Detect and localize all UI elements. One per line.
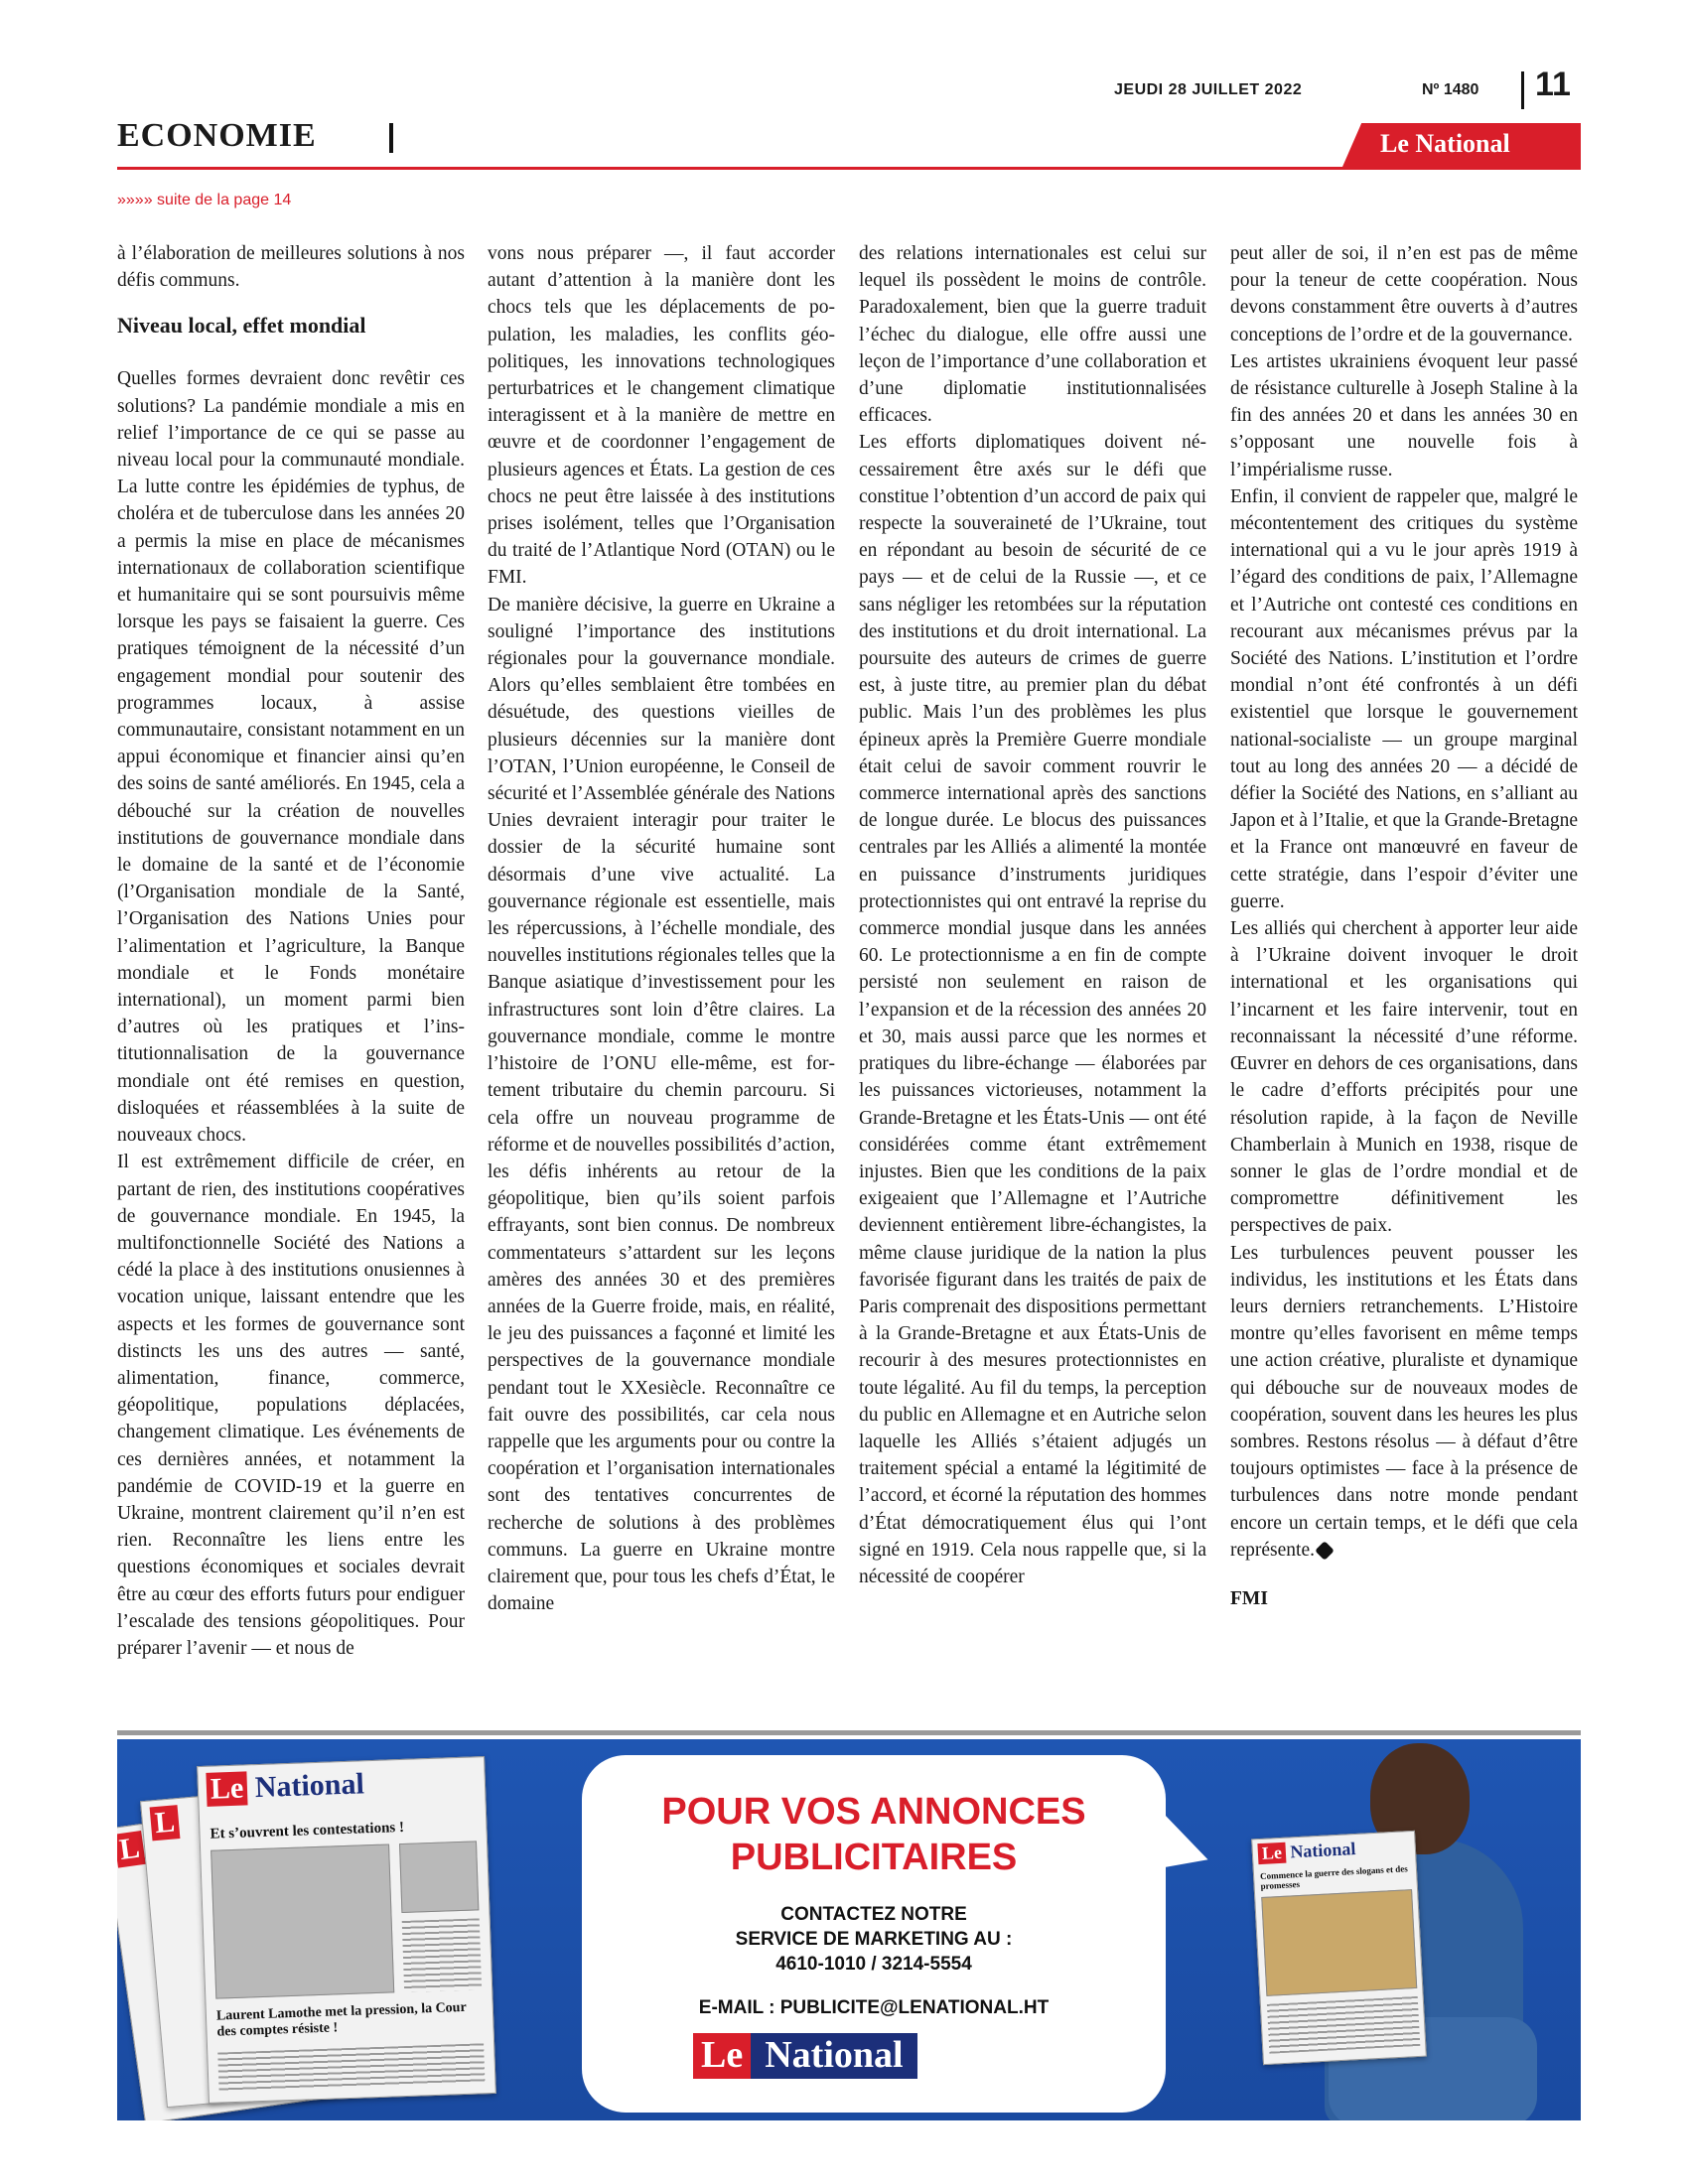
page-number: 11	[1535, 66, 1571, 103]
article-paragraph: Enfin, il convient de rappeler que, malgré le mécontentement des critiques du système international qui a vu le jour après 1919 à l’égard des conditions de paix, l’Allemagne et l’Autriche ont contesté ces conditions en recourant aux mécanismes prévus par la Société des Nations. L’institution et l’ordre mondial n’ont été confrontés à un défi existentiel que lorsque le gouvernement national-socialiste — un groupe marginal tout au long des années 20 — a décidé de défier la Société des Nations, en s’alliant au Japon et à l’Italie, et que la Grande-Bretagne et la France ont manœuvré en faveur de cette stratégie, dans l’espoir d’éviter une guerre.	[1230, 485, 1578, 912]
ad-title-line: POUR VOS ANNONCES	[661, 1791, 1086, 1833]
article-paragraph: des relations internationales est celui sur lequel ils possèdent le moins de contrôle. Paradoxalement, bien que la guerre traduit l’échec du dialogue, elle offre aussi une leçon de l’importance d’une collaboration et d’une diplomatie institutionnalisées efficaces.	[859, 243, 1206, 427]
newspaper-masthead: Le National	[1252, 1836, 1415, 1866]
article-paragraph: vons nous préparer —, il faut accorder autant d’attention à la manière dont les chocs tels que les déplacements de population, les maladies, les conflits géopolitiques, les innovations technologiques perturbatrices et le changement climatique interagissent et à la manière de mettre en œuvre et de coordonner l’engagement de plusieurs agences et États. La gestion de ces chocs ne peut être laissée à des institutions prises isolément, telles que l’Organisation du traité de l’Atlantique Nord (OTAN) ou le FMI.	[488, 243, 835, 589]
article-subhead: Niveau local, effet mondial	[117, 313, 366, 339]
article-signature: FMI	[1230, 1587, 1268, 1609]
newspaper-text-block	[402, 1918, 482, 1992]
newspaper-masthead: Le National	[198, 1763, 485, 1807]
section-title: ECONOMIE	[117, 117, 317, 154]
held-newspaper	[1251, 1831, 1427, 2065]
ad-title	[582, 1789, 1166, 1880]
ad-contact-info	[582, 1902, 1166, 1977]
article-paragraph: à l’élaboration de meilleures solutions à nos défis communs.	[117, 243, 465, 292]
issue-date: JEUDI 28 JUILLET 2022	[1114, 81, 1303, 98]
newspaper-front	[197, 1756, 496, 2104]
article-paragraph	[1230, 1240, 1578, 1564]
continued-from-link[interactable]: »»»» suite de la page 14	[117, 192, 292, 208]
newspaper-headline: Commence la guerre des slogans et des promesses	[1259, 1863, 1408, 1892]
newspaper-cartoon-image	[211, 1843, 394, 1998]
issue-number: Nº 1480	[1422, 81, 1479, 98]
ad-phone-numbers[interactable]: 4610-1010 / 3214-5554	[775, 1954, 972, 1975]
article-paragraph: De manière décisive, la guerre en Ukraine a souligné l’importance des institutions régionales pour la gouvernance mondiale. Alors qu’elles semblaient être tombées en désuétude, des questions vieilles de plusieurs décennies sur la manière dont l’OTAN, l’Union européenne, le Conseil de sécurité et l’Assemblée générale des Nations Unies devraient interagir pour traiter le dossier de la sécurité humaine sont désormais d’une vive actualité. La gouvernance régionale est essentielle, mais les répercussions, à l’échelle mondiale, des nouvelles institutions régionales telles que la Banque asiatique d’investissement pour les infrastructures sont loin d’être claires. La gouvernance mondiale, comme le montre l’histoire de l’ONU elle-même, est fortement tributaire du chemin parcouru. Si cela offre un nouveau programme de réforme et de nouvelles possibilités d’action, les défis inhérents au retour de la géopolitique, bien qu’ils soient parfois effrayants, sont bien connus. De nombreux commentateurs s’attardent sur les leçons amères des années 30 et des premières années de la Guerre froide, mais, en réalité, le jeu des puissances a façonné et limité les perspectives de la gouvernance mondiale pendant tout le XXesiècle. Reconnaître ce fait ouvre des possibilités, car cela nous rappelle que les arguments pour ou contre la coopération et l’organisation internationales sont des tentatives concurrentes de recherche de solutions à des problèmes communs. La guerre en Ukraine montre clairement que, pour tous les chefs d’État, le domaine	[488, 594, 835, 1615]
article-column-3	[859, 240, 1206, 1709]
article-paragraph: Les alliés qui cherchent à apporter leur aide à l’Ukraine doivent invoquer le droit international et les organisations qui l’incarnent et les faire intervenir, tout en reconnaissant la nécessité d’une réforme. Œuvrer en dehors de ces organisations, dans le cadre d’efforts précipités pour une résolution rapide, à la façon de Neville Chamberlain à Munich en 1938, risque de sonner le glas de l’ordre mondial et de compromettre définitivement les perspectives de paix.	[1230, 918, 1578, 1237]
article-paragraph: peut aller de soi, il n’en est pas de même pour la teneur de cette coopération. Nous devons constamment être ouverts à d’autres conceptions de l’ordre et de la gouvernance.	[1230, 243, 1578, 345]
article-paragraph: Il est extrêmement difficile de créer, en partant de rien, des institutions coopératives de gouvernance mondiale. En 1945, la multifonctionnelle Société des Nations a cédé la place à des institutions onusiennes à vocation unique, laissant entendre que les aspects et les formes de gouvernance sont distincts les uns des autres — santé, alimentation, finance, commerce, géopolitique, populations déplacées, changement climatique. Les événements de ces dernières années, et notamment la pandémie de COVID-19 et la guerre en Ukraine, montrent clairement qu’il n’en est rien. Reconnaître les liens entre les questions économiques et sociales devrait être au cœur des efforts futurs pour endiguer l’escalade des tensions géopolitiques. Pour préparer l’avenir — et nous de	[117, 1152, 465, 1659]
newspaper-masthead-icon: L	[142, 1785, 410, 1842]
ad-title-line: PUBLICITAIRES	[730, 1837, 1018, 1878]
article-column-1	[117, 240, 465, 1709]
ad-email[interactable]: E-MAIL : PUBLICITE@LENATIONAL.HT	[698, 1997, 1050, 2018]
article-column-2	[488, 240, 835, 1709]
newspaper-masthead-text: National	[254, 1767, 365, 1805]
end-of-article-icon	[1315, 1541, 1335, 1561]
article-paragraph: Les efforts diplomatiques doivent nécessairement être axés sur le défi que constitue l’obtention d’un accord de paix qui respecte la souveraineté de l’Ukraine, tout en répondant au besoin de sécurité de ce pays — et de celui de la Russie —, et ce sans négliger les retombées sur la réputation des institutions et du droit international. La poursuite des auteurs de crimes de guerre est, à juste titre, au premier plan du débat public. Mais l’un des problèmes les plus épineux après la Première Guerre mondiale était celui de savoir comment rouvrir le commerce international après des sanctions de longue durée. Le blocus des puissances centrales par les Alliés a alimenté la montée en puissance d’instruments juridiques protectionnistes qui ont entravé la reprise du commerce mondial jusque dans les années 60. Le protectionnisme a en fin de compte persisté non seulement en raison de l’expansion et de la récession des années 20 et 30, mais aussi parce que les normes et pratiques du libre-échange — élaborées par les puissances victorieuses, notamment la Grande-Bretagne et les États-Unis — ont été considérées comme étant extrêmement injustes. Bien que les conditions de la paix exigeaient que l’Allemagne et l’Autriche deviennent entièrement libre-échangistes, la même clause juridique de la nation la plus favorisée figurant dans les traités de paix de Paris comprenait des dispositions permettant à la Grande-Bretagne et aux États-Unis de recourir à des mesures protectionnistes en toute légalité. Au fil du temps, la perception du public en Allemagne et en Autriche selon laquelle les Alliés s’étaient adjugés un traitement spécial a entamé la légitimité de l’accord, et écorné la réputation des hommes d’État démocratiquement élus qui l’ont signé en 1919. Cela nous rappelle que, si la nécessité de coopérer	[859, 432, 1206, 1587]
ad-contact-line: CONTACTEZ NOTRE	[780, 1904, 967, 1925]
article-paragraph: Quelles formes devraient donc revêtir ces solutions? La pandémie mondiale a mis en relief l’importance de ce qui se passe au niveau local pour la communauté mondiale. La lutte contre les épidémies de typhus, de choléra et de tuberculose dans les années 20 a permis la mise en place de mécanismes internationaux de collaboration scientifique et humanitaire qui se sont poursuivis même lorsque les pays se faisaient la guerre. Ces pratiques témoignent de la nécessité d’un engagement mondial pour soutenir des programmes locaux, à assise communautaire, consistant notamment en un appui économique et financier ainsi qu’en des soins de santé améliorés. En 1945, cela a débouché sur la création de nouvelles institutions de gouvernance mondiale dans le domaine de la santé et de l’économie (l’Organisation mondiale de la Santé, l’Organisation des Nations Unies pour l’alimentation et l’agriculture, la Banque mondiale et le Fonds monétaire international), un moment parmi bien d’autres où les pratiques et l’institutionnalisation de la gouvernance mondiale ont été remises en question, disloquées et réassemblées à la suite de nouveaux chocs.	[117, 368, 465, 1147]
ad-brand-logo	[693, 2033, 917, 2079]
article-paragraph: Les artistes ukrainiens évoquent leur passé de résistance culturelle à Joseph Staline à la fin des années 20 et dans les années 30 en s’opposant une nouvelle fois à l’impérialisme russe.	[1230, 350, 1578, 480]
header-divider	[1521, 71, 1524, 109]
ad-contact-line: SERVICE DE MARKETING AU :	[735, 1929, 1013, 1950]
newspaper-text-block	[217, 2043, 485, 2092]
newspaper-cartoon-image	[1261, 1889, 1417, 1996]
logo-national: National	[751, 2033, 916, 2079]
advertisement-banner[interactable]	[117, 1739, 1581, 2120]
logo-le: Le	[693, 2033, 751, 2079]
brand-name: Le National	[1380, 129, 1510, 158]
newspaper-headline: Et s’ouvrent les contestations !	[210, 1819, 405, 1843]
newspaper-photo	[399, 1841, 479, 1913]
header-rule	[117, 167, 1581, 170]
article-column-4	[1230, 240, 1578, 1709]
section-divider	[389, 123, 393, 153]
newspaper-headline-secondary: Laurent Lamothe met la pression, la Cour des comptes résiste !	[215, 1999, 467, 2040]
ad-top-rule	[117, 1730, 1581, 1735]
article-final-sentence: Les turbulences peuvent pousser les individus, les institutions et les États dans leurs derniers retranchements. L’Histoire montre qu’elles favorisent en même temps une action créative, pluraliste et dynamique qui débouche sur de nouveaux modes de coopération, souvent dans les heures les plus sombres. Restons résolus — à défaut d’être toujours optimistes — face à la présence de turbulences dans notre monde pendant encore un certain temps, et le défi que cela représente.	[1230, 1242, 1578, 1561]
newspaper-masthead-text: National	[1289, 1838, 1356, 1862]
newspaper-masthead-icon: L	[117, 1799, 374, 1869]
newspaper-text-block	[1267, 1996, 1420, 2054]
